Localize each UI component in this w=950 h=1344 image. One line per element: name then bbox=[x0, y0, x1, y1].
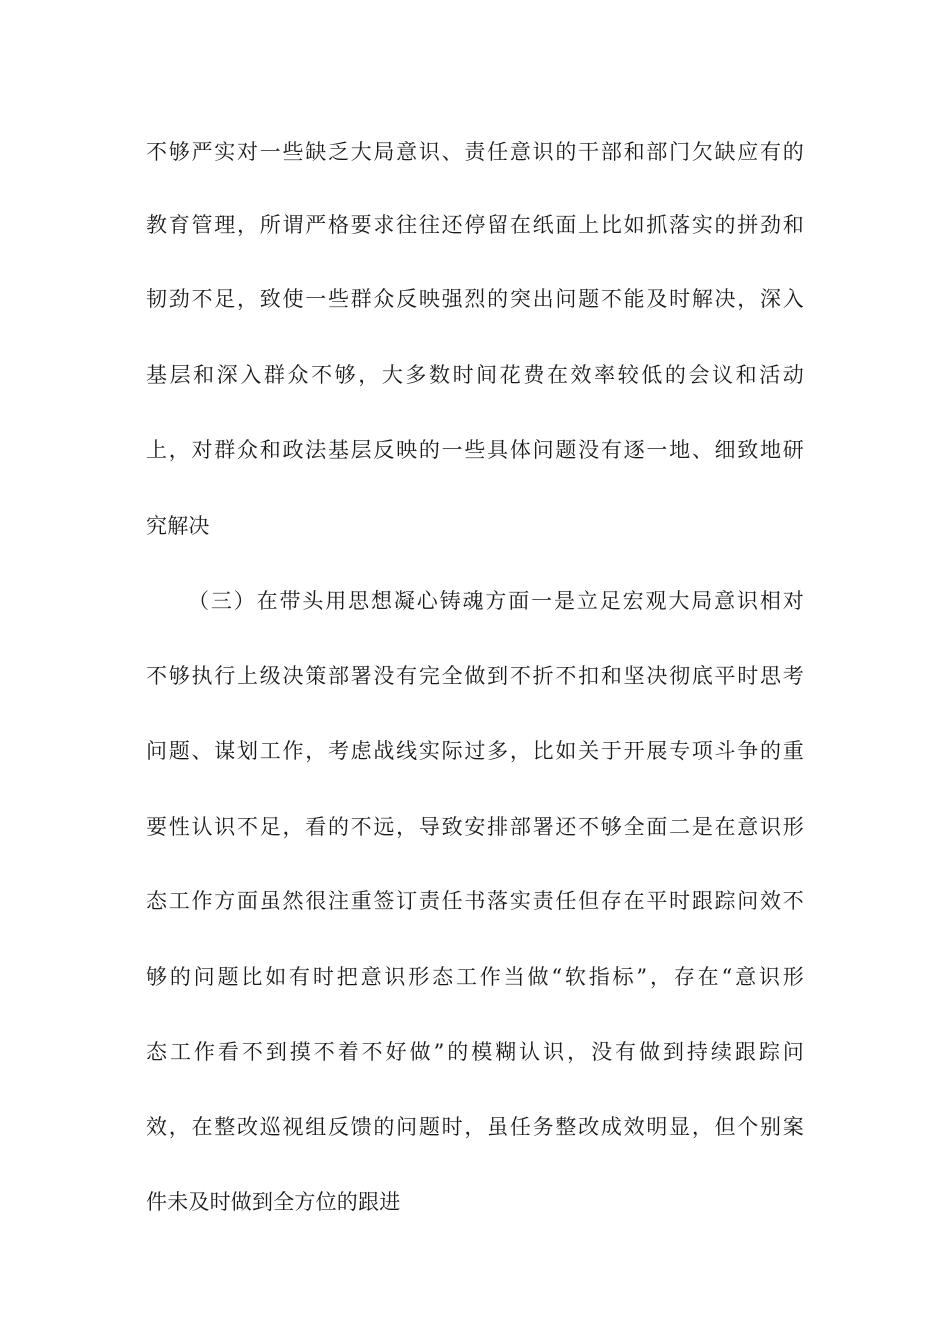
text-line: 要性认识不足，看的不远，导致安排部署还不够全面二是在意识形 bbox=[146, 815, 804, 839]
text-line: 态工作方面虽然很注重签订责任书落实责任但存在平时跟踪问效不 bbox=[146, 889, 804, 913]
text-line: 上，对群众和政法基层反映的一些具体问题没有逐一地、细致地研 bbox=[146, 438, 804, 462]
text-line: 韧劲不足，致使一些群众反映强烈的突出问题不能及时解决，深入 bbox=[146, 287, 804, 311]
text-line: 不够严实对一些缺乏大局意识、责任意识的干部和部门欠缺应有的 bbox=[146, 140, 804, 164]
text-line: （三）在带头用思想凝心铸魂方面一是立足宏观大局意识相对 bbox=[188, 589, 804, 613]
text-line: 教育管理，所谓严格要求往往还停留在纸面上比如抓落实的拼劲和 bbox=[146, 213, 804, 237]
text-line: 效，在整改巡视组反馈的问题时，虽任务整改成效明显，但个别案 bbox=[146, 1115, 804, 1139]
text-line: 究解决 bbox=[146, 514, 210, 538]
text-line: 态工作看不到摸不着不好做”的模糊认识，没有做到持续跟踪问 bbox=[146, 1040, 804, 1064]
text-line: 件未及时做到全方位的跟进 bbox=[146, 1190, 401, 1214]
text-line: 基层和深入群众不够，大多数时间花费在效率较低的会议和活动 bbox=[146, 363, 804, 387]
text-line: 够的问题比如有时把意识形态工作当做“软指标”，存在“意识形 bbox=[146, 965, 804, 989]
text-line: 问题、谋划工作，考虑战线实际过多，比如关于开展专项斗争的重 bbox=[146, 739, 804, 763]
text-line: 不够执行上级决策部署没有完全做到不折不扣和坚决彻底平时思考 bbox=[146, 664, 804, 688]
